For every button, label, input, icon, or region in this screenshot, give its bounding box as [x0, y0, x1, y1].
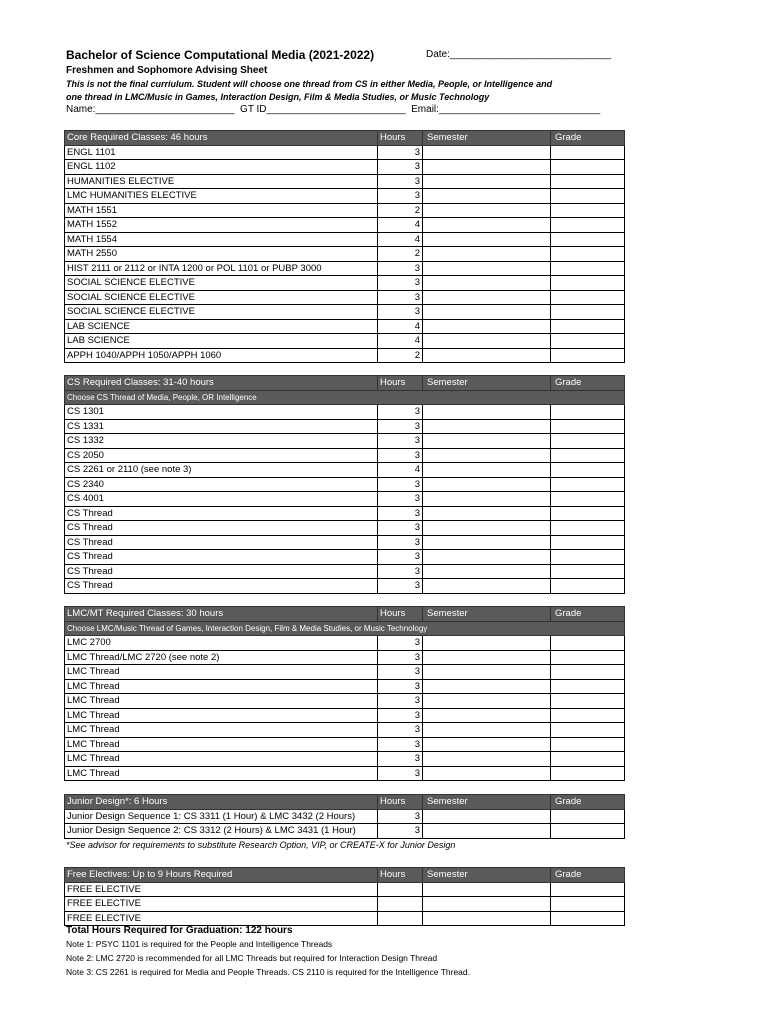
course-name: CS 4001: [65, 492, 378, 507]
table-row: [65, 247, 625, 262]
grade-cell[interactable]: [551, 174, 625, 189]
course-name: SOCIAL SCIENCE ELECTIVE: [65, 276, 378, 291]
table-row: [65, 737, 625, 752]
grade-header: Grade: [551, 868, 625, 883]
total-hours: Total Hours Required for Graduation: 122 hours: [66, 925, 293, 936]
course-hours: 3: [378, 506, 423, 521]
grade-cell[interactable]: [551, 766, 625, 781]
table-row: [65, 290, 625, 305]
grade-header: Grade: [551, 607, 625, 622]
grade-header: Grade: [551, 376, 625, 391]
table-row: [65, 650, 625, 665]
course-name: CS 2050: [65, 448, 378, 463]
semester-cell[interactable]: [423, 679, 551, 694]
grade-cell[interactable]: [551, 535, 625, 550]
course-name: Junior Design Sequence 1: CS 3311 (1 Hour) & LMC 3432 (2 Hours): [65, 809, 378, 824]
page-title: Bachelor of Science Computational Media (2021-2022): [66, 48, 375, 62]
grade-header: Grade: [551, 795, 625, 810]
course-hours: 3: [378, 650, 423, 665]
course-name: LMC Thread: [65, 752, 378, 767]
table-row: [65, 334, 625, 349]
table-row: [65, 160, 625, 175]
section-title: Core Required Classes: 46 hours: [65, 131, 378, 146]
semester-cell[interactable]: [423, 463, 551, 478]
course-name: MATH 1552: [65, 218, 378, 233]
grade-cell[interactable]: [551, 737, 625, 752]
grade-cell[interactable]: [551, 521, 625, 536]
semester-header: Semester: [423, 868, 551, 883]
semester-cell[interactable]: [423, 348, 551, 363]
semester-header: Semester: [423, 376, 551, 391]
table-row: [65, 189, 625, 204]
grade-cell[interactable]: [551, 579, 625, 594]
course-hours: [378, 911, 423, 926]
course-name: MATH 1551: [65, 203, 378, 218]
table-row: [65, 319, 625, 334]
grade-cell[interactable]: [551, 694, 625, 709]
course-hours: 3: [378, 448, 423, 463]
course-name: CS 2261 or 2110 (see note 3): [65, 463, 378, 478]
table-row: [65, 694, 625, 709]
course-name: FREE ELECTIVE: [65, 911, 378, 926]
semester-cell[interactable]: [423, 579, 551, 594]
semester-cell[interactable]: [423, 405, 551, 420]
semester-cell[interactable]: [423, 145, 551, 160]
course-hours: 3: [378, 145, 423, 160]
course-name: LMC Thread: [65, 708, 378, 723]
course-name: LMC Thread: [65, 679, 378, 694]
table-row: [65, 218, 625, 233]
course-name: CS Thread: [65, 550, 378, 565]
grade-cell[interactable]: [551, 897, 625, 912]
footnote-1: Note 1: PSYC 1101 is required for the People and Intelligence Threads: [66, 939, 333, 949]
grade-cell[interactable]: [551, 463, 625, 478]
grade-cell[interactable]: [551, 477, 625, 492]
course-name: FREE ELECTIVE: [65, 897, 378, 912]
grade-cell[interactable]: [551, 492, 625, 507]
grade-cell[interactable]: [551, 708, 625, 723]
course-hours: 4: [378, 463, 423, 478]
section-title: CS Required Classes: 31-40 hours: [65, 376, 378, 391]
table-row: [65, 708, 625, 723]
semester-cell[interactable]: [423, 897, 551, 912]
semester-cell[interactable]: [423, 723, 551, 738]
course-name: LMC Thread: [65, 694, 378, 709]
grade-cell[interactable]: [551, 334, 625, 349]
course-hours: 3: [378, 174, 423, 189]
grade-cell[interactable]: [551, 911, 625, 926]
hours-header: Hours: [378, 131, 423, 146]
semester-cell[interactable]: [423, 477, 551, 492]
semester-cell[interactable]: [423, 636, 551, 651]
course-name: ENGL 1102: [65, 160, 378, 175]
grade-cell[interactable]: [551, 232, 625, 247]
grade-cell[interactable]: [551, 723, 625, 738]
grade-cell[interactable]: [551, 809, 625, 824]
course-hours: 3: [378, 160, 423, 175]
table-row: [65, 636, 625, 651]
section-header: [65, 868, 625, 883]
course-name: MATH 2550: [65, 247, 378, 262]
table-row: [65, 752, 625, 767]
grade-cell[interactable]: [551, 348, 625, 363]
table-row: [65, 882, 625, 897]
course-hours: 3: [378, 723, 423, 738]
table-row: [65, 665, 625, 680]
grade-cell[interactable]: [551, 189, 625, 204]
table-row: [65, 492, 625, 507]
table-row: [65, 521, 625, 536]
semester-cell[interactable]: [423, 766, 551, 781]
semester-cell[interactable]: [423, 665, 551, 680]
table-row: [65, 261, 625, 276]
semester-cell[interactable]: [423, 434, 551, 449]
semester-cell[interactable]: [423, 334, 551, 349]
course-hours: 2: [378, 203, 423, 218]
semester-header: Semester: [423, 131, 551, 146]
semester-cell[interactable]: [423, 218, 551, 233]
course-hours: 3: [378, 290, 423, 305]
table-row: [65, 174, 625, 189]
course-hours: 3: [378, 550, 423, 565]
course-hours: 3: [378, 492, 423, 507]
course-hours: 3: [378, 636, 423, 651]
lmc-classes-table: [64, 606, 625, 781]
course-name: ENGL 1101: [65, 145, 378, 160]
course-hours: 3: [378, 305, 423, 320]
course-name: CS 1331: [65, 419, 378, 434]
section-title: Junior Design*: 6 Hours: [65, 795, 378, 810]
table-row: [65, 348, 625, 363]
course-hours: 3: [378, 477, 423, 492]
semester-cell[interactable]: [423, 550, 551, 565]
course-name: LMC Thread: [65, 723, 378, 738]
table-row: [65, 506, 625, 521]
course-hours: 3: [378, 737, 423, 752]
grade-cell[interactable]: [551, 290, 625, 305]
section-header: [65, 376, 625, 391]
semester-cell[interactable]: [423, 305, 551, 320]
table-row: [65, 579, 625, 594]
table-row: [65, 203, 625, 218]
course-hours: 3: [378, 434, 423, 449]
course-name: SOCIAL SCIENCE ELECTIVE: [65, 305, 378, 320]
table-row: [65, 448, 625, 463]
table-row: [65, 276, 625, 291]
grade-cell[interactable]: [551, 665, 625, 680]
grade-cell[interactable]: [551, 203, 625, 218]
semester-cell[interactable]: [423, 708, 551, 723]
course-name: LMC Thread: [65, 766, 378, 781]
course-name: LMC Thread: [65, 737, 378, 752]
course-name: CS 1301: [65, 405, 378, 420]
course-hours: 3: [378, 824, 423, 839]
grade-cell[interactable]: [551, 564, 625, 579]
thread-instruction: Choose CS Thread of Media, People, OR Intelligence: [65, 390, 625, 405]
table-row: [65, 550, 625, 565]
course-hours: 3: [378, 752, 423, 767]
hours-header: Hours: [378, 607, 423, 622]
grade-cell[interactable]: [551, 218, 625, 233]
course-hours: [378, 882, 423, 897]
table-row: [65, 145, 625, 160]
grade-cell[interactable]: [551, 448, 625, 463]
table-row: [65, 434, 625, 449]
semester-cell[interactable]: [423, 911, 551, 926]
semester-header: Semester: [423, 607, 551, 622]
course-name: CS Thread: [65, 521, 378, 536]
grade-cell[interactable]: [551, 276, 625, 291]
cs-classes-table: [64, 375, 625, 594]
semester-cell[interactable]: [423, 650, 551, 665]
semester-cell[interactable]: [423, 564, 551, 579]
course-hours: 3: [378, 276, 423, 291]
hours-header: Hours: [378, 795, 423, 810]
table-row: [65, 463, 625, 478]
semester-cell[interactable]: [423, 535, 551, 550]
course-name: HUMANITIES ELECTIVE: [65, 174, 378, 189]
grade-cell[interactable]: [551, 636, 625, 651]
grade-cell[interactable]: [551, 419, 625, 434]
course-hours: 3: [378, 535, 423, 550]
course-name: LMC 2700: [65, 636, 378, 651]
semester-cell[interactable]: [423, 276, 551, 291]
semester-cell[interactable]: [423, 809, 551, 824]
table-row: [65, 405, 625, 420]
table-row: [65, 766, 625, 781]
grade-cell[interactable]: [551, 679, 625, 694]
section-title: LMC/MT Required Classes: 30 hours: [65, 607, 378, 622]
section-header: [65, 607, 625, 622]
table-row: [65, 679, 625, 694]
student-info-fields[interactable]: Name:_________________________ GT ID_________________________ Email:_____________________________: [66, 104, 601, 115]
semester-cell[interactable]: [423, 824, 551, 839]
course-name: CS Thread: [65, 506, 378, 521]
course-hours: 3: [378, 189, 423, 204]
course-hours: 3: [378, 521, 423, 536]
course-name: CS Thread: [65, 579, 378, 594]
table-row: [65, 897, 625, 912]
course-hours: 3: [378, 419, 423, 434]
course-name: LAB SCIENCE: [65, 334, 378, 349]
course-hours: 2: [378, 247, 423, 262]
table-row: [65, 809, 625, 824]
course-name: LAB SCIENCE: [65, 319, 378, 334]
semester-cell[interactable]: [423, 492, 551, 507]
course-hours: 4: [378, 232, 423, 247]
course-hours: 4: [378, 334, 423, 349]
curriculum-note-line-1: This is not the final curriulum. Student will choose one thread from CS in either Media, People, or Intelligence and: [66, 79, 553, 89]
footnote-2: Note 2: LMC 2720 is recommended for all LMC Threads but required for Interaction Design Thread: [66, 953, 438, 963]
course-hours: 2: [378, 348, 423, 363]
grade-cell[interactable]: [551, 247, 625, 262]
course-hours: 3: [378, 679, 423, 694]
course-hours: 4: [378, 319, 423, 334]
thread-instruction: Choose LMC/Music Thread of Games, Interaction Design, Film & Media Studies, or Music Technology: [65, 621, 625, 636]
grade-cell[interactable]: [551, 405, 625, 420]
semester-cell[interactable]: [423, 319, 551, 334]
table-row: [65, 535, 625, 550]
semester-cell[interactable]: [423, 694, 551, 709]
section-title: Free Electives: Up to 9 Hours Required: [65, 868, 378, 883]
table-row: [65, 232, 625, 247]
semester-cell[interactable]: [423, 160, 551, 175]
course-name: MATH 1554: [65, 232, 378, 247]
grade-header: Grade: [551, 131, 625, 146]
grade-cell[interactable]: [551, 319, 625, 334]
course-name: APPH 1040/APPH 1050/APPH 1060: [65, 348, 378, 363]
course-hours: 3: [378, 665, 423, 680]
grade-cell[interactable]: [551, 305, 625, 320]
date-field[interactable]: Date:_____________________________: [426, 49, 612, 60]
grade-cell[interactable]: [551, 160, 625, 175]
course-hours: 3: [378, 694, 423, 709]
table-row: [65, 723, 625, 738]
semester-cell[interactable]: [423, 189, 551, 204]
footnote-3: Note 3: CS 2261 is required for Media and People Threads. CS 2110 is required for the Intelligence Thread.: [66, 967, 470, 977]
table-row: [65, 477, 625, 492]
course-name: CS 1332: [65, 434, 378, 449]
course-name: LMC Thread: [65, 665, 378, 680]
curriculum-note-line-2: one thread in LMC/Music in Games, Interaction Design, Film & Media Studies, or Music Technology: [66, 92, 490, 102]
course-hours: 3: [378, 564, 423, 579]
semester-cell[interactable]: [423, 203, 551, 218]
semester-cell[interactable]: [423, 737, 551, 752]
semester-cell[interactable]: [423, 752, 551, 767]
course-hours: 3: [378, 809, 423, 824]
junior-design-table: [64, 794, 625, 839]
sheet-subtitle: Freshmen and Sophomore Advising Sheet: [66, 65, 268, 76]
section-header: [65, 795, 625, 810]
semester-cell[interactable]: [423, 882, 551, 897]
course-name: CS Thread: [65, 564, 378, 579]
grade-cell[interactable]: [551, 550, 625, 565]
table-row: [65, 564, 625, 579]
course-hours: 3: [378, 766, 423, 781]
course-hours: 3: [378, 579, 423, 594]
grade-cell[interactable]: [551, 882, 625, 897]
grade-cell[interactable]: [551, 434, 625, 449]
course-name: LMC Thread/LMC 2720 (see note 2): [65, 650, 378, 665]
course-hours: 3: [378, 261, 423, 276]
semester-header: Semester: [423, 795, 551, 810]
course-name: LMC HUMANITIES ELECTIVE: [65, 189, 378, 204]
semester-cell[interactable]: [423, 174, 551, 189]
semester-cell[interactable]: [423, 506, 551, 521]
table-row: [65, 419, 625, 434]
hours-header: Hours: [378, 868, 423, 883]
core-classes-table: [64, 130, 625, 363]
junior-design-note: *See advisor for requirements to substitute Research Option, VIP, or CREATE-X for Junior Design: [66, 840, 456, 850]
table-row: [65, 824, 625, 839]
course-name: CS 2340: [65, 477, 378, 492]
semester-cell[interactable]: [423, 232, 551, 247]
table-row: [65, 911, 625, 926]
grade-cell[interactable]: [551, 145, 625, 160]
semester-cell[interactable]: [423, 261, 551, 276]
course-name: CS Thread: [65, 535, 378, 550]
semester-cell[interactable]: [423, 521, 551, 536]
course-name: Junior Design Sequence 2: CS 3312 (2 Hours) & LMC 3431 (1 Hour): [65, 824, 378, 839]
semester-cell[interactable]: [423, 290, 551, 305]
section-header: [65, 131, 625, 146]
grade-cell[interactable]: [551, 506, 625, 521]
course-hours: 3: [378, 405, 423, 420]
course-name: HIST 2111 or 2112 or INTA 1200 or POL 1101 or PUBP 3000: [65, 261, 378, 276]
free-electives-table: [64, 867, 625, 926]
course-name: FREE ELECTIVE: [65, 882, 378, 897]
grade-cell[interactable]: [551, 650, 625, 665]
table-row: [65, 305, 625, 320]
semester-cell[interactable]: [423, 448, 551, 463]
hours-header: Hours: [378, 376, 423, 391]
course-hours: 4: [378, 218, 423, 233]
semester-cell[interactable]: [423, 247, 551, 262]
grade-cell[interactable]: [551, 824, 625, 839]
grade-cell[interactable]: [551, 752, 625, 767]
course-hours: 3: [378, 708, 423, 723]
grade-cell[interactable]: [551, 261, 625, 276]
course-hours: [378, 897, 423, 912]
semester-cell[interactable]: [423, 419, 551, 434]
course-name: SOCIAL SCIENCE ELECTIVE: [65, 290, 378, 305]
